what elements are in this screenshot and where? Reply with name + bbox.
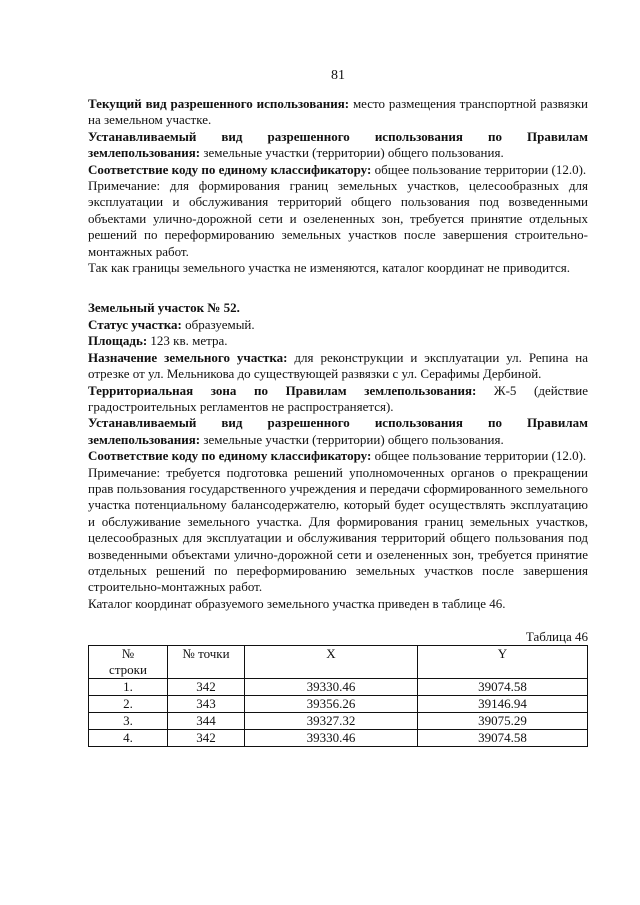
paragraph-text: Ж-5 (действие градостроительных регламентов не распространяется). (88, 382, 589, 414)
paragraph-label: Текущий вид разрешенного использования: (88, 96, 350, 111)
paragraph (88, 383, 588, 416)
cell-point-number: 344 (168, 713, 245, 730)
paragraph (88, 96, 588, 129)
paragraph-label: Назначение земельного участка: (88, 349, 288, 365)
cell-point-number: 342 (168, 679, 245, 696)
paragraph-label: Статус участка: (88, 316, 182, 332)
paragraph-text: Каталог координат образуемого земельного участка приведен в таблице 46. (88, 595, 506, 611)
coordinates-table (88, 645, 588, 747)
table-row (89, 679, 588, 696)
table-row (89, 713, 588, 730)
paragraph (88, 300, 588, 316)
paragraph-text: земельные участки (территории) общего пользования. (200, 431, 504, 447)
page-number: 81 (331, 68, 345, 83)
table-header-row (89, 646, 588, 679)
paragraph-text: Примечание: требуется подготовка решений уполномоченных органов о прекращении прав пользования государственного учреждения и передачи сформированного земельного участка потенциальному балансодержателю, который будет осуществлять эксплуатацию и обслуживание земельного участка. Для формирования границ земельных участков, целесообразных для эксплуатации и обслуживания территорий общего пользования под возведенными объектами улично-дорожной сети и озелененных зон, требуется принятие отдельных решений по переформированию земельных участков после завершения строительно-монтажных работ. (88, 464, 588, 595)
header-point-number: № точки (168, 646, 245, 679)
header-y: Y (418, 646, 588, 679)
paragraph (88, 129, 588, 162)
paragraph (88, 415, 588, 448)
paragraph-label: Площадь: (88, 333, 148, 349)
paragraph-text: Так как границы земельного участка не изменяются, каталог координат не приводится. (88, 260, 570, 276)
paragraph-label: Территориальная зона по Правилам землепользования: (88, 382, 477, 398)
cell-x: 39356.26 (245, 696, 418, 713)
paragraph (88, 350, 588, 383)
header-row-number (89, 646, 168, 679)
paragraph-text: 123 кв. метра. (147, 333, 228, 349)
paragraph-text: образуемый. (181, 316, 255, 332)
paragraph (88, 317, 588, 333)
cell-row-number: 2. (89, 696, 168, 713)
plot-52-info (88, 300, 588, 612)
paragraph (88, 448, 588, 464)
cell-x: 39327.32 (245, 713, 418, 730)
cell-point-number: 343 (168, 696, 245, 713)
header-x: X (245, 646, 418, 679)
table-row (89, 696, 588, 713)
plot-info-previous (88, 96, 588, 276)
cell-row-number: 4. (89, 730, 168, 747)
document-page (88, 68, 588, 747)
header-row-number-line2: строки (109, 662, 147, 678)
cell-row-number: 3. (89, 713, 168, 730)
paragraph-text: общее пользование территории (12.0). (371, 448, 587, 464)
paragraph (88, 178, 588, 260)
paragraph-label: Устанавливаемый вид разрешенного использования по Правилам землепользования: (88, 415, 588, 447)
paragraph (88, 596, 588, 612)
paragraph-text: земельные участки (территории) общего пользования. (200, 145, 504, 161)
cell-x: 39330.46 (245, 730, 418, 747)
paragraph-text: Примечание: для формирования границ земельных участков, целесообразных для эксплуатации и обслуживания территорий общего пользования под возведенными объектами улично-дорожной сети и озелененных зон, требуется принятие отдельных решений по переформированию земельных участков после завершения строительно-монтажных работ. (88, 178, 588, 259)
paragraph-text: для реконструкции и эксплуатации ул. Репина на отрезке от ул. Мельникова до существующей развязки с ул. Серафимы Дербиной. (88, 349, 588, 382)
cell-y: 39075.29 (418, 713, 588, 730)
table-caption: Таблица 46 (525, 629, 588, 645)
cell-row-number: 1. (89, 679, 168, 696)
paragraph (88, 333, 588, 349)
cell-y: 39146.94 (418, 696, 588, 713)
paragraph-label: Соответствие коду по единому классификатору: (88, 161, 372, 177)
paragraph-label: Соответствие коду по единому классификатору: (88, 448, 372, 464)
paragraph-text: общее пользование территории (12.0). (371, 161, 587, 177)
cell-y: 39074.58 (418, 730, 588, 747)
table-row (89, 730, 588, 747)
paragraph (88, 162, 588, 178)
paragraph-text: место размещения транспортной развязки на земельном участке. (88, 96, 588, 128)
header-row-number-line1: № (121, 646, 135, 662)
paragraph (88, 465, 588, 596)
cell-y: 39074.58 (418, 679, 588, 696)
paragraph (88, 260, 588, 276)
paragraph-label: Устанавливаемый вид разрешенного использования по Правилам землепользования: (88, 128, 588, 161)
cell-x: 39330.46 (245, 679, 418, 696)
cell-point-number: 342 (168, 730, 245, 747)
paragraph-label: Земельный участок № 52. (88, 300, 240, 316)
